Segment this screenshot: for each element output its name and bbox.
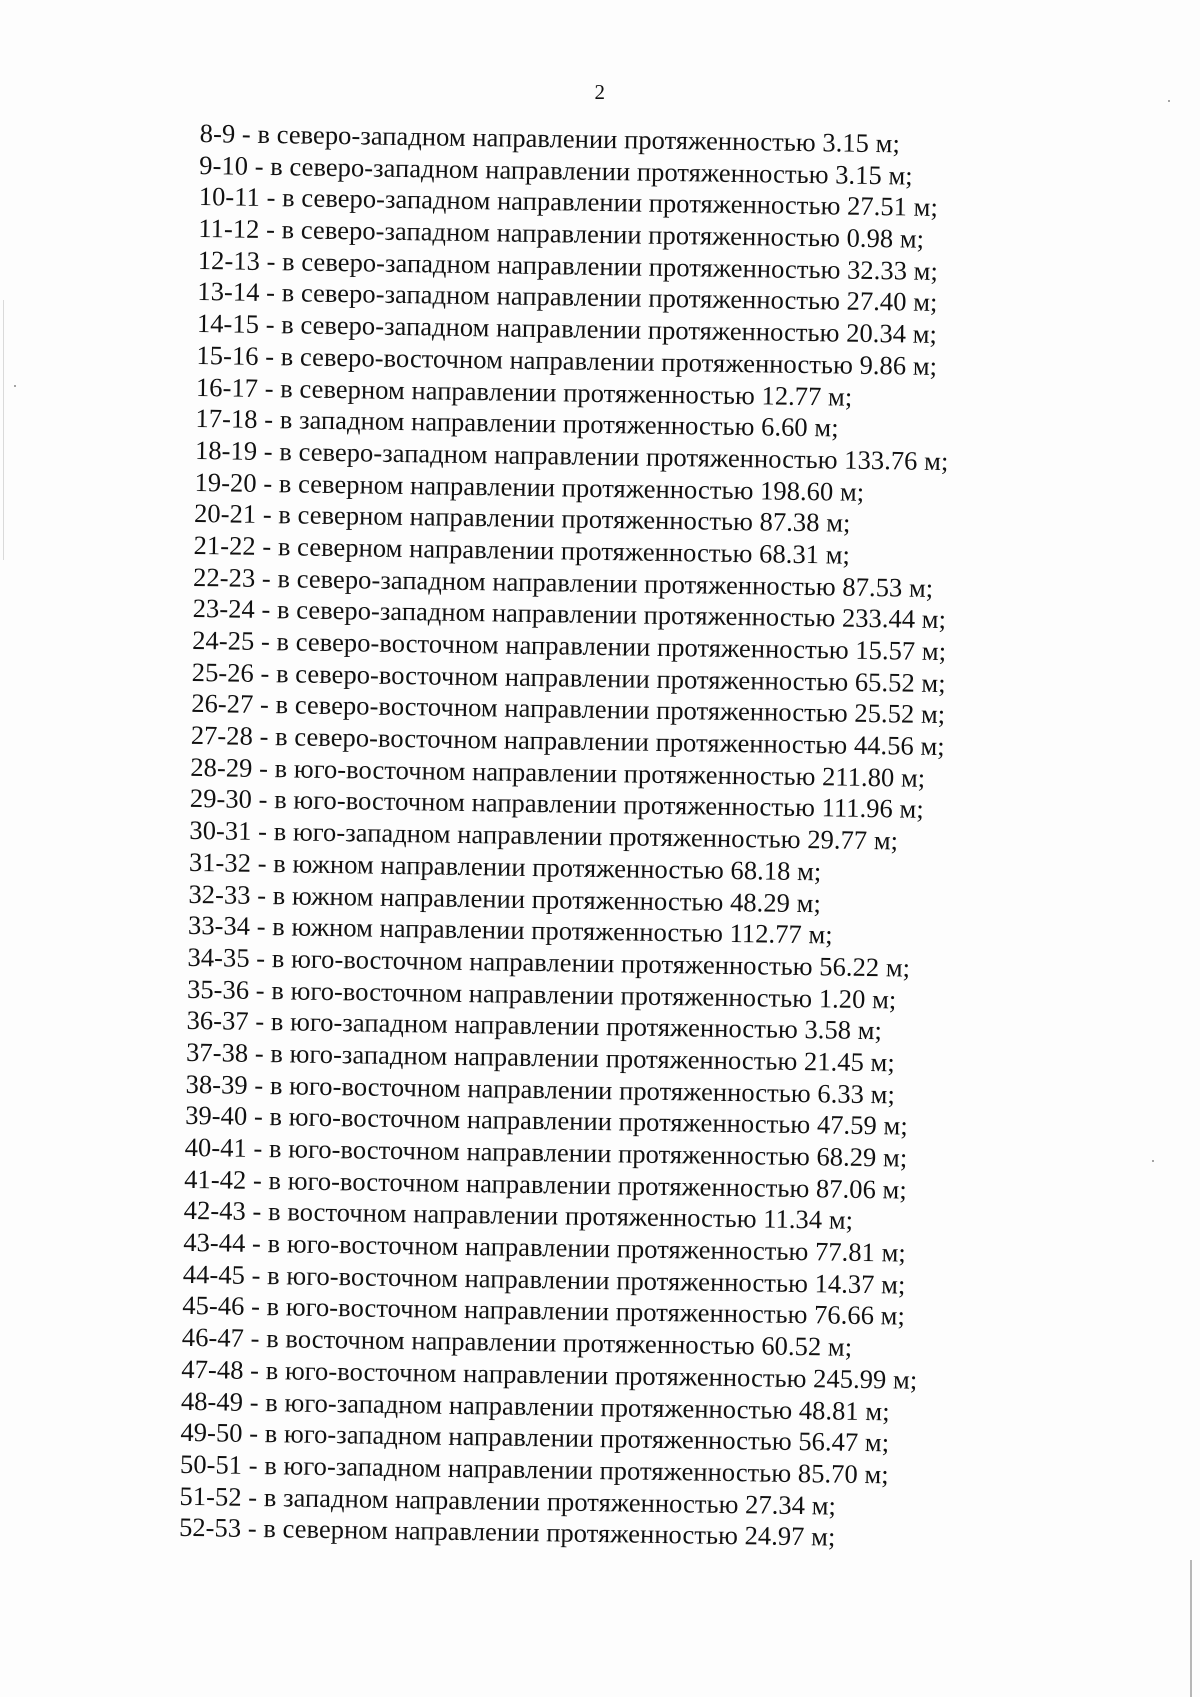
- segment-line: 36-37 - в юго-западном направлении протяженностью 3.58 м;: [186, 1005, 883, 1046]
- segment-line: 12-13 - в северо-западном направлении протяженностью 32.33 м;: [197, 244, 939, 286]
- segment-line: 30-31 - в юго-западном направлении протяженностью 29.77 м;: [189, 815, 899, 856]
- segment-line: 46-47 - в восточном направлении протяженностью 60.52 м;: [181, 1321, 853, 1362]
- segment-line: 21-22 - в северном направлении протяженностью 68.31 м;: [193, 529, 851, 570]
- segment-line: 37-38 - в юго-западном направлении протяженностью 21.45 м;: [185, 1036, 896, 1078]
- segment-line: 47-48 - в юго-восточном направлении протяженностью 245.99 м;: [181, 1353, 918, 1395]
- segment-line: 51-52 - в западном направлении протяженностью 27.34 м;: [179, 1480, 837, 1521]
- segment-line: 22-23 - в северо-западном направлении протяженностью 87.53 м;: [192, 561, 934, 603]
- segment-line: 29-30 - в юго-восточном направлении протяженностью 111.96 м;: [189, 783, 924, 825]
- segment-line: 24-25 - в северо-восточном направлении протяженностью 15.57 м;: [192, 624, 947, 667]
- segment-line: 33-34 - в южном направлении протяженностью 112.77 м;: [187, 910, 833, 950]
- segment-line: 34-35 - в юго-восточном направлении протяженностью 56.22 м;: [187, 941, 911, 983]
- scan-speck: [1168, 100, 1170, 102]
- segment-line: 35-36 - в юго-восточном направлении протяженностью 1.20 м;: [186, 973, 897, 1014]
- segment-line: 44-45 - в юго-восточном направлении протяженностью 14.37 м;: [182, 1258, 906, 1300]
- segment-line: 42-43 - в восточном направлении протяженностью 11.34 м;: [183, 1195, 854, 1236]
- segment-line: 13-14 - в северо-западном направлении протяженностью 27.40 м;: [197, 276, 938, 318]
- segment-line: 26-27 - в северо-восточном направлении протяженностью 25.52 м;: [191, 688, 946, 730]
- segment-line: 20-21 - в северном направлении протяженностью 87.38 м;: [193, 498, 851, 538]
- segment-line: 40-41 - в юго-восточном направлении протяженностью 68.29 м;: [184, 1131, 908, 1173]
- segment-line: 39-40 - в юго-восточном направлении протяженностью 47.59 м;: [184, 1100, 908, 1141]
- segment-line: 8-9 - в северо-западном направлении протяженностью 3.15 м;: [199, 118, 901, 159]
- page-number: 2: [594, 80, 606, 104]
- segment-line: 15-16 - в северо-восточном направлении протяженностью 9.86 м;: [196, 339, 938, 381]
- segment-line: 50-51 - в юго-западном направлении протяженностью 85.70 м;: [179, 1448, 889, 1490]
- segment-line: 48-49 - в юго-западном направлении протяженностью 48.81 м;: [180, 1385, 890, 1426]
- segment-line: 23-24 - в северо-западном направлении протяженностью 233.44 м;: [192, 593, 947, 635]
- segment-line: 45-46 - в юго-восточном направлении протяженностью 76.66 м;: [182, 1290, 906, 1332]
- segment-line: 16-17 - в северном направлении протяженностью 12.77 м;: [195, 371, 853, 412]
- segment-line: 14-15 - в северо-западном направлении протяженностью 20.34 м;: [196, 308, 938, 350]
- boundary-segments-list: [179, 118, 1080, 1557]
- segment-line: 32-33 - в южном направлении протяженностью 48.29 м;: [188, 878, 822, 918]
- scan-edge-mark-right: [1190, 1560, 1192, 1697]
- segment-line: 11-12 - в северо-западном направлении протяженностью 0.98 м;: [198, 213, 925, 254]
- segment-line: 19-20 - в северном направлении протяженностью 198.60 м;: [194, 466, 865, 507]
- segment-line: 17-18 - в западном направлении протяженностью 6.60 м;: [195, 403, 839, 443]
- segment-line: 43-44 - в юго-восточном направлении протяженностью 77.81 м;: [183, 1226, 907, 1268]
- segment-line: 52-53 - в северном направлении протяженностью 24.97 м;: [178, 1512, 836, 1552]
- segment-line: 18-19 - в северо-западном направлении протяженностью 133.76 м;: [194, 434, 949, 477]
- scan-speck: [1152, 1160, 1154, 1162]
- segment-line: 27-28 - в северо-восточном направлении протяженностью 44.56 м;: [190, 719, 945, 762]
- scan-speck: [14, 385, 16, 387]
- segment-line: 49-50 - в юго-западном направлении протяженностью 56.47 м;: [180, 1417, 890, 1458]
- segment-line: 9-10 - в северо-западном направлении протяженностью 3.15 м;: [199, 149, 913, 191]
- scan-edge-mark-left: [3, 300, 4, 560]
- segment-line: 10-11 - в северо-западном направлении протяженностью 27.51 м;: [198, 181, 939, 223]
- segment-line: 28-29 - в юго-восточном направлении протяженностью 211.80 м;: [190, 751, 926, 793]
- segment-line: 31-32 - в южном направлении протяженностью 68.18 м;: [188, 846, 822, 887]
- segment-line: 41-42 - в юго-восточном направлении протяженностью 87.06 м;: [184, 1163, 908, 1205]
- segment-line: 38-39 - в юго-восточном направлении протяженностью 6.33 м;: [185, 1068, 896, 1110]
- segment-line: 25-26 - в северо-восточном направлении протяженностью 65.52 м;: [191, 656, 946, 698]
